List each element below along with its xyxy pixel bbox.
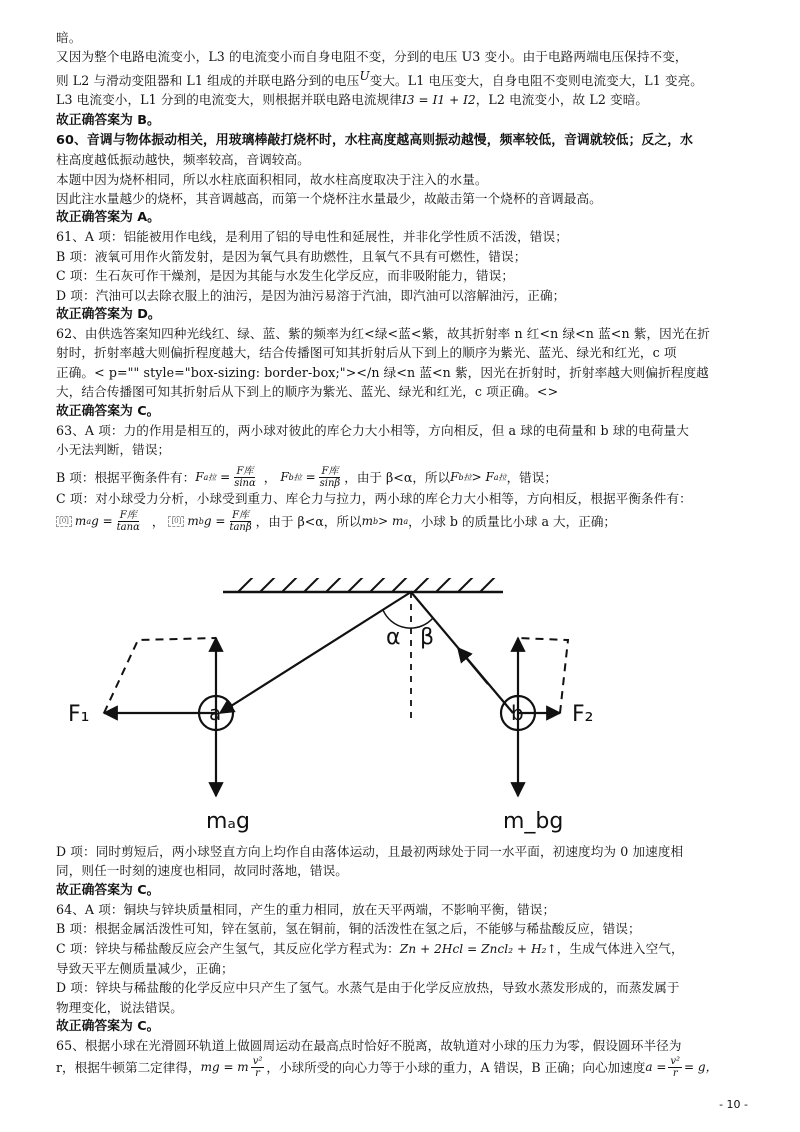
- text-line: D 项：汽油可以去除衣服上的油污，是因为油污易溶于汽油，即汽油可以溶解油污，正确；: [56, 287, 566, 303]
- text-line: 柱高度越低振动越快，频率较高，音调较高。: [56, 152, 310, 168]
- missing-image-icon: [0]: [56, 516, 72, 527]
- fraction: $\frac{\text{v²}}{r}$: [252, 1055, 263, 1079]
- page-number: - 10 -: [719, 1098, 748, 1111]
- question-65: 65、根据小球在光滑圆环轨道上做圆周运动在最高点时恰好不脱离，故轨道对小球的压力为零，假设圆环半径为: [56, 1038, 682, 1054]
- answer-61: 故正确答案为 D。: [56, 307, 161, 323]
- text-line: 本题中因为烧杯相同，所以水柱底面积相同，故水柱高度取决于注入的水量。: [56, 171, 488, 187]
- text-line: C 项：对小球受力分析，小球受到重力、库仑力与拉力，两小球的库仑力大小相等，方向相反，根据平衡条件有：: [56, 490, 692, 506]
- formula-line-65: r，根据牛顿第二定律得， mg = m $\frac{\text{v²}}{r}$ ，小球所受的向心力等于小球的重力，A 错误，B 正确；向心加速度 a = $\frac{\text{v²}}{r}$ = g，: [56, 1055, 718, 1079]
- string-a: [220, 592, 411, 713]
- fraction: $\frac{\text{v²}}{r}$: [670, 1055, 681, 1079]
- document-body: [56, 28, 746, 533]
- chemical-equation: Zn + 2Hcl = Zncl₂ + H₂↑: [399, 941, 557, 956]
- label-b: b: [511, 701, 524, 725]
- text-line: 大，结合传播图可知其折射后从下到上的顺序为紫光、蓝光、绿光和红光，c 项正确。<>: [56, 384, 559, 400]
- text-line: 同，则任一时刻的速度也相同，故同时落地，错误。: [56, 863, 348, 879]
- label-f2: F₂: [572, 702, 594, 727]
- question-64: 64、A 项：铜块与锌块质量相同，产生的重力相同，放在天平两端，不影响平衡，错误；: [56, 901, 556, 917]
- text-line: 物理变化，说法错误。: [56, 999, 183, 1015]
- answer-60: 故正确答案为 A。: [56, 210, 160, 226]
- label-alpha: α: [386, 625, 401, 650]
- answer-63: 故正确答案为 C。: [56, 882, 160, 898]
- text-line: B 项：液氧可用作火箭发射，是因为氧气具有助燃性，且氧气不具有可燃性，错误；: [56, 248, 527, 264]
- dashed-resultant-a: [104, 638, 216, 713]
- text-line: 则 L2 与滑动变阻器和 L1 组成的并联电路分到的电压$^U$变大。L1 电压变大，自身电阻不变则电流变大，L1 变亮。: [56, 68, 703, 88]
- question-60: 60、音调与物体振动相关，用玻璃棒敲打烧杯时，水柱高度越高则振动越慢，频率较低，音调就较低；反之，水: [56, 132, 694, 148]
- formula-line-c: [0] m a g = $\frac{\text{F库}}{\tan\alpha}$ ， [0] m b g = $\frac{\text{F库}}{\tan\beta}$ ，由于 β<α，所以 m b > m a ，小球 b 的质量比小球 a 大，正确；: [56, 510, 746, 533]
- ceiling-hatch: [238, 578, 495, 592]
- label-mag: mₐg: [206, 809, 251, 834]
- answer-62: 故正确答案为 C。: [56, 403, 160, 419]
- fraction: $\frac{\text{F库}}{\sin\alpha}$: [234, 465, 256, 489]
- label-a: a: [209, 701, 222, 725]
- document-body-lower: [56, 842, 746, 1079]
- text-line: 正确。< p="" style="box-sizing: border-box;"></n 绿<n 蓝<n 紫，因光在折射时，折射率越大则偏折程度越: [56, 364, 709, 380]
- formula-u: U: [359, 68, 370, 83]
- formula-line-b: B 项：根据平衡条件有： F a拉 = $\frac{\text{F库}}{\sin\alpha}$ ， F b拉 = $\frac{\text{F库}}{\sin\beta}$ ，由于 β<α，所以 F b拉 > F a拉 ，错误；: [56, 465, 557, 489]
- text-line: 小无法判断，错误；: [56, 442, 171, 458]
- force-diagram: [48, 578, 668, 840]
- text-line: L3 电流变小，L1 分到的电流变大，则根据并联电路电流规律I3 = I1 + I2，L2 电流变小，故 L2 变暗。: [56, 92, 649, 108]
- answer-59: 故正确答案为 B。: [56, 112, 160, 128]
- text-line: 射时，折射率越大则偏折程度越大，结合传播图可知其折射后从下到上的顺序为紫光、蓝光、绿光和红光，c 项: [56, 345, 677, 361]
- label-beta: β: [420, 625, 435, 650]
- label-mbg: m_bg: [503, 809, 564, 834]
- dashed-resultant-b: [518, 638, 568, 713]
- text-line: C 项：锌块与稀盐酸反应会产生氢气，其反应化学方程式为：Zn + 2Hcl = Zncl₂ + H₂↑，生成气体进入空气，: [56, 940, 684, 956]
- fraction: $\frac{\text{F库}}{\sin\beta}$: [319, 465, 341, 489]
- question-61: 61、A 项：铝能被用作电线，是利用了铝的导电性和延展性，并非化学性质不活泼，错误；: [56, 229, 568, 245]
- question-63: 63、A 项：力的作用是相互的，两小球对彼此的库仑力大小相等，方向相反，但 a 球的电荷量和 b 球的电荷量大: [56, 422, 689, 438]
- text-line: 导致天平左侧质量减少，正确；: [56, 961, 234, 977]
- text-line: D 项：同时剪短后，两小球竖直方向上均作自由落体运动，且最初两球处于同一水平面，初速度均为 0 加速度相: [56, 844, 684, 859]
- text-line: 因此注水量越少的烧杯，其音调越高，而第一个烧杯注水量最少，故敲击第一个烧杯的音调最高。: [56, 191, 602, 207]
- answer-64: 故正确答案为 C。: [56, 1019, 160, 1035]
- question-62: 62、由供选答案知四种光线红、绿、蓝、紫的频率为红<绿<蓝<紫，故其折射率 n 红<n 绿<n 蓝<n 紫，因光在折: [56, 326, 710, 342]
- label-f1: F₁: [68, 702, 90, 727]
- text-line: 暗。: [56, 30, 82, 45]
- missing-image-icon: [0]: [168, 516, 184, 527]
- text-line: D 项：锌块与稀盐酸的化学反应中只产生了氢气。水蒸气是由于化学反应放热，导致水蒸发形成的，而蒸发属于: [56, 980, 680, 996]
- text-line: 又因为整个电路电流变小，L3 的电流变小而自身电阻不变，分到的电压 U3 变小。由于电路两端电压保持不变，: [56, 49, 688, 65]
- text-line: B 项：根据金属活泼性可知，锌在氢前，氢在铜前，铜的活泼性在氢之后，不能够与稀盐酸反应，错误；: [56, 921, 641, 937]
- fraction: $\frac{\text{F库}}{\tan\beta}$: [229, 509, 252, 533]
- formula-current: I3 = I1 + I2: [402, 93, 476, 108]
- text-line: C 项：生石灰可作干燥剂，是因为其能与水发生化学反应，而非吸附能力，错误；: [56, 268, 515, 284]
- fraction: $\frac{\text{F库}}{\tan\alpha}$: [116, 509, 140, 533]
